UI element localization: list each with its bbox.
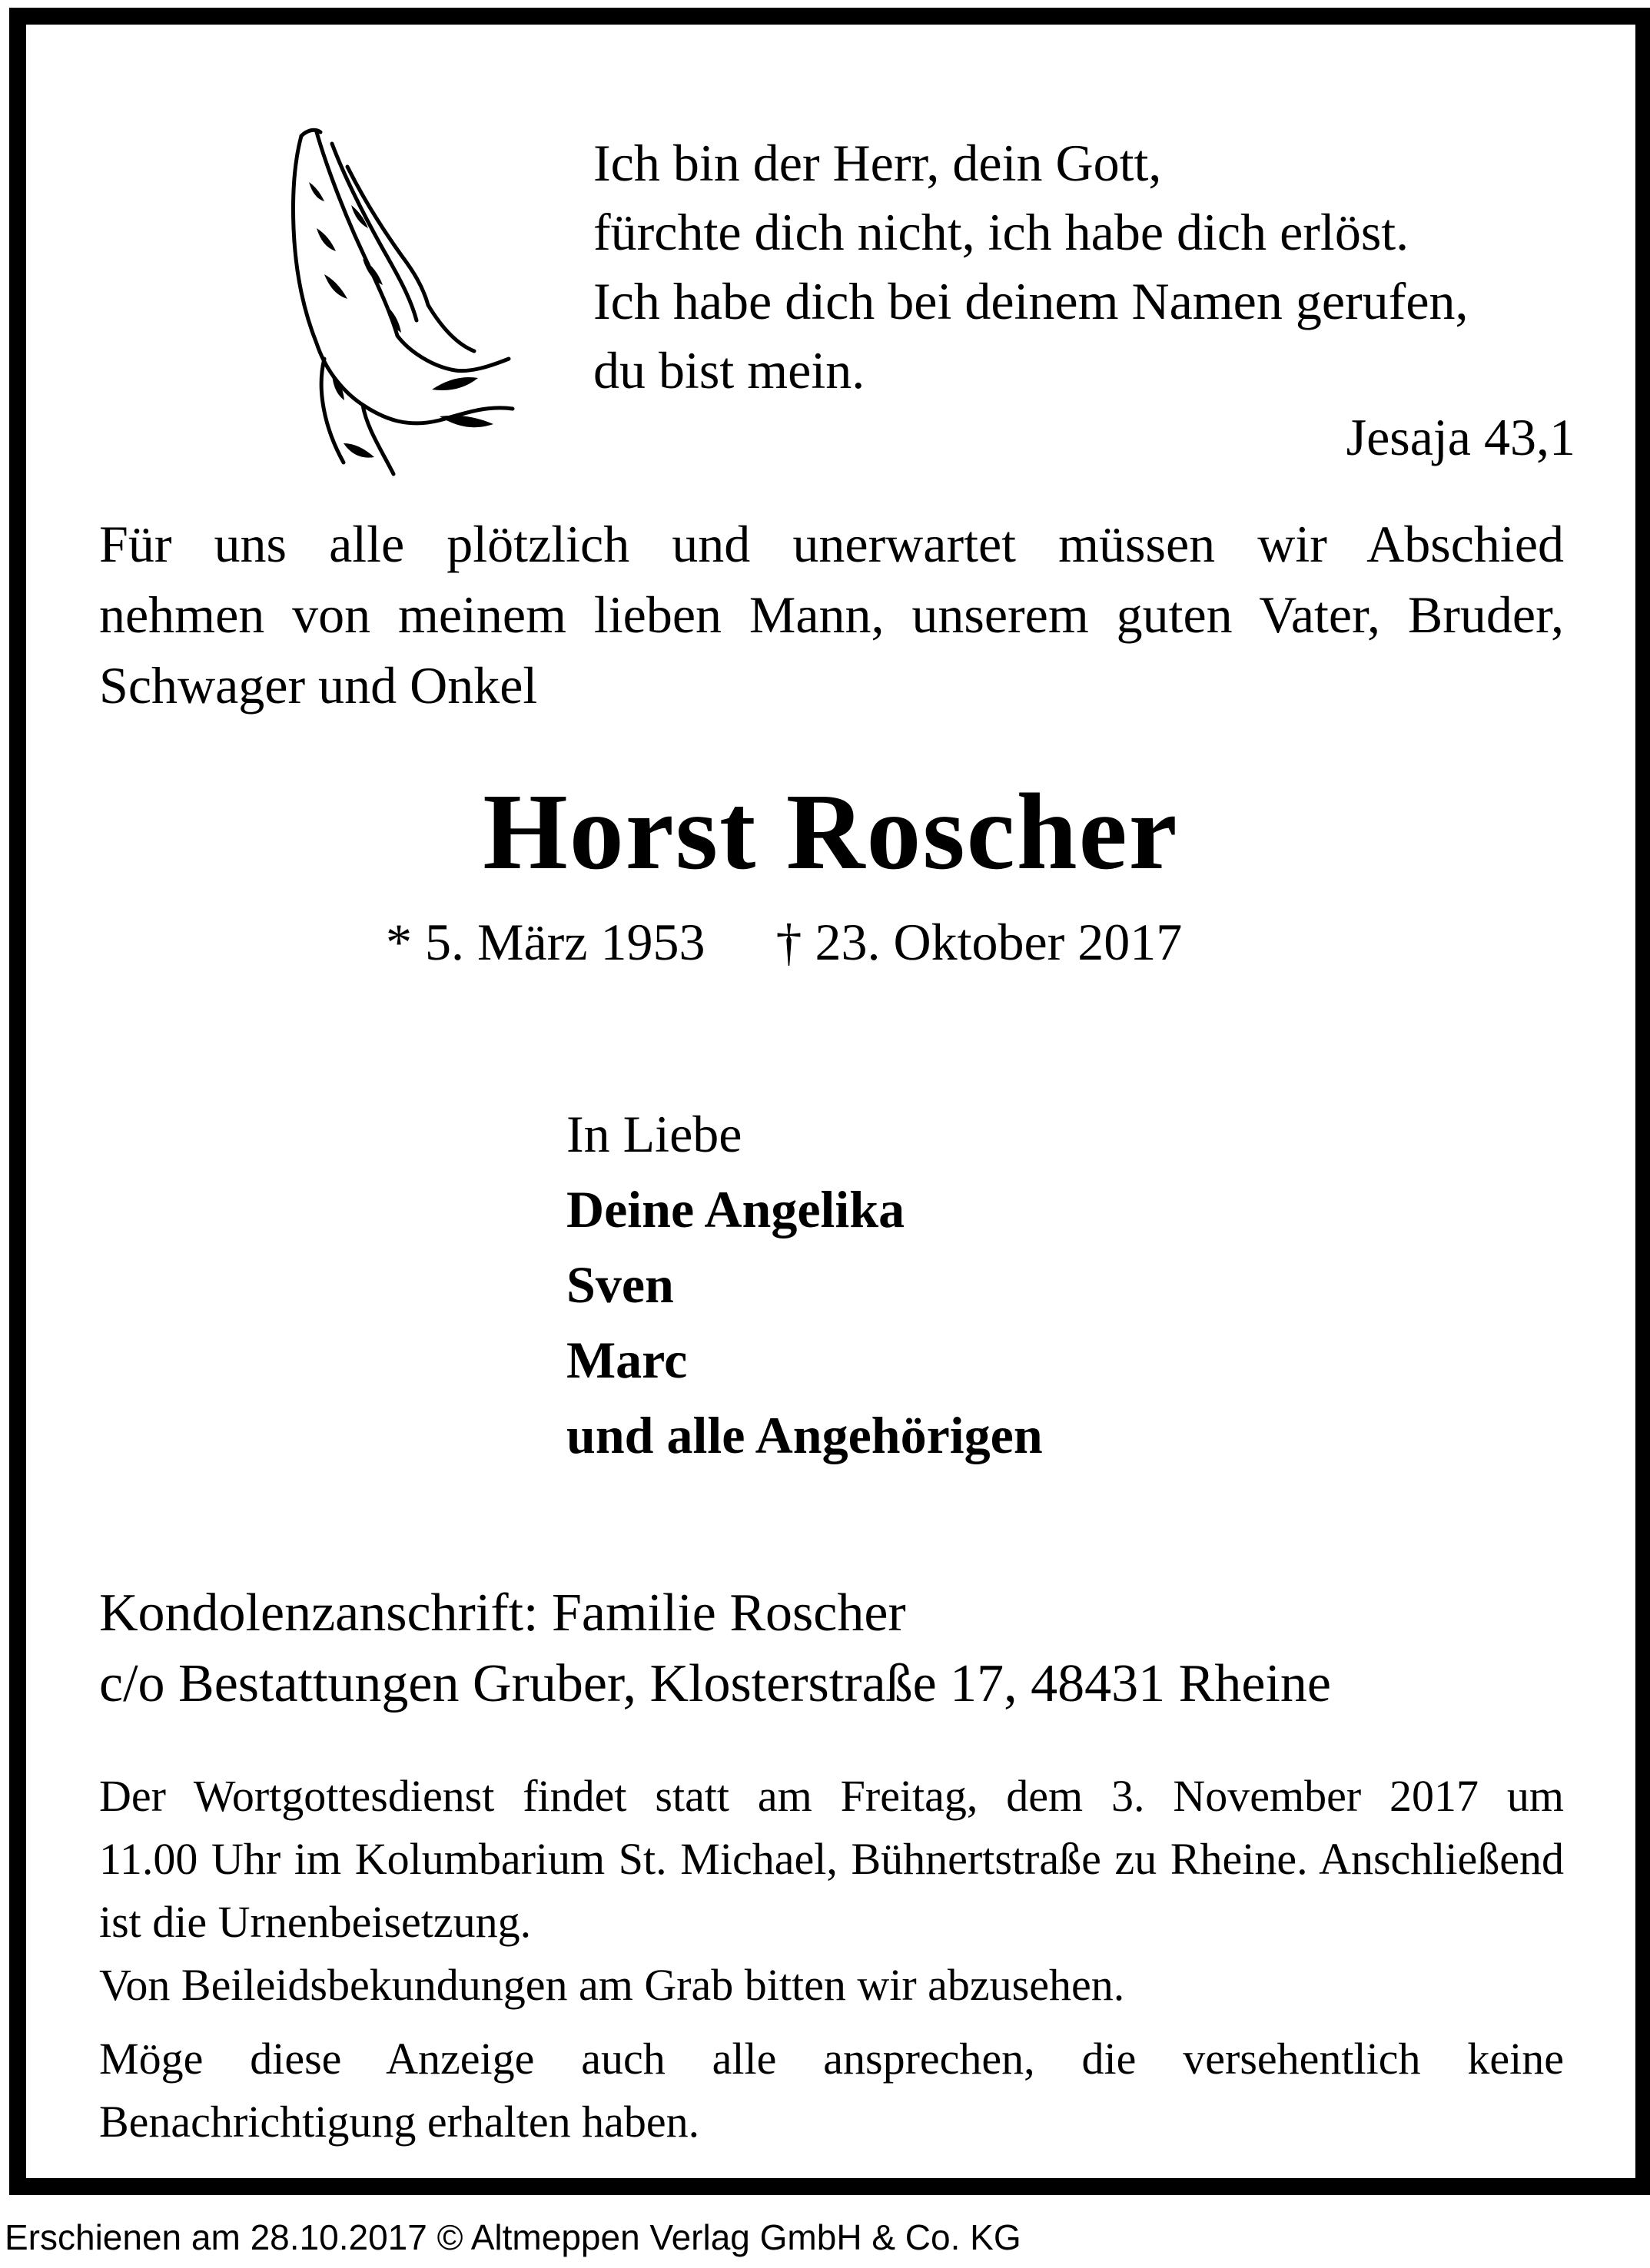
praying-hands-icon [209, 113, 524, 478]
family-name: Deine Angelika [566, 1180, 905, 1238]
publication-footer: Erschienen am 28.10.2017 © Altmeppen Verlag GmbH & Co. KG [5, 2217, 1021, 2257]
verse-line: Ich habe dich bei deinem Namen gerufen, [593, 272, 1469, 330]
service-line: 11.00 Uhr im Kolumbarium St. Michael, Bühnertstraße zu Rheine. Anschließend [99, 1834, 1564, 1884]
service-line: ist die Urnenbeisetzung. [99, 1897, 532, 1947]
intro-line: Schwager und Onkel [99, 656, 538, 715]
obituary-frame [9, 8, 1650, 2195]
death-date: † 23. Oktober 2017 [775, 913, 1183, 971]
service-line: Von Beileidsbekundungen am Grab bitten wir abzusehen. [99, 1960, 1125, 2010]
address-line: c/o Bestattungen Gruber, Klosterstraße 17, 48431 Rheine [99, 1654, 1331, 1713]
family-name: Marc [566, 1331, 688, 1389]
service-info [99, 1765, 1564, 2154]
condolence-address [99, 1578, 1331, 1719]
spacer [99, 2017, 1564, 2028]
life-dates [386, 912, 1182, 973]
family-signature [566, 1096, 1043, 1473]
note-line: Benachrichtigung erhalten haben. [99, 2097, 700, 2147]
verse-reference: Jesaja 43,1 [1346, 408, 1575, 466]
intro-line: Für uns alle plötzlich und unerwartet müssen wir Abschied [99, 515, 1564, 573]
family-name: Sven [566, 1255, 674, 1314]
address-line: Kondolenzanschrift: Familie Roscher [99, 1583, 906, 1643]
family-intro: In Liebe [566, 1105, 742, 1163]
verse-line: fürchte dich nicht, ich habe dich erlöst. [593, 203, 1409, 261]
birth-date: * 5. März 1953 [386, 913, 705, 971]
intro-line: nehmen von meinem lieben Mann, unserem guten Vater, Bruder, [99, 585, 1564, 644]
bible-verse [593, 128, 1469, 405]
service-line: Der Wortgottesdienst findet statt am Freitag, dem 3. November 2017 um [99, 1771, 1564, 1821]
family-name: und alle Angehörigen [566, 1406, 1043, 1464]
verse-line: du bist mein. [593, 341, 865, 400]
intro-text [99, 509, 1564, 721]
verse-line: Ich bin der Herr, dein Gott, [593, 134, 1162, 192]
deceased-name: Horst Roscher [483, 771, 1179, 892]
note-line: Möge diese Anzeige auch alle ansprechen, die versehentlich keine [99, 2034, 1564, 2084]
